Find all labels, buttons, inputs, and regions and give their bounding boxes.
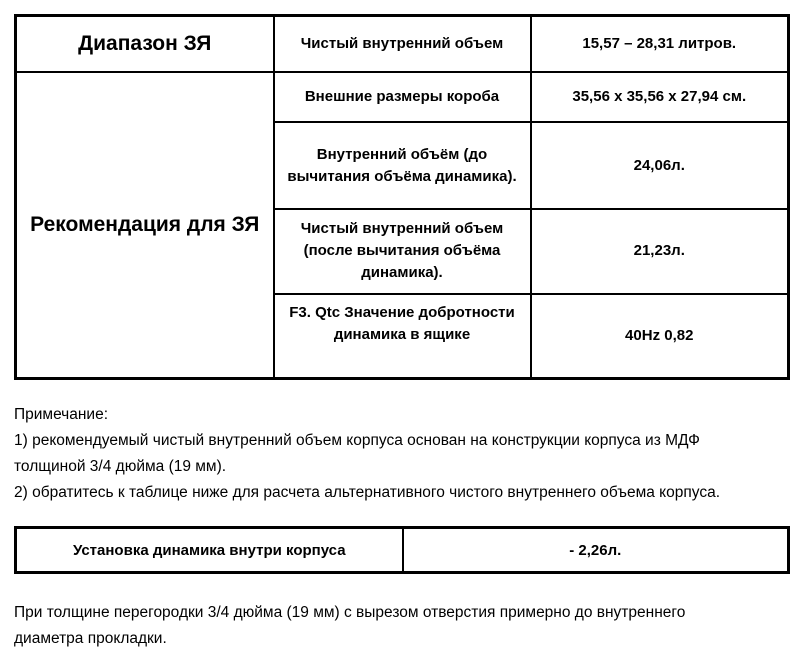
notes-block [14,402,794,506]
range-label: Диапазон ЗЯ [16,16,274,72]
param-cell: Внутренний объём (до вычитания объёма динамика). [274,122,531,209]
installation-label: Установка динамика внутри корпуса [16,528,403,573]
value-cell: 35,56 x 35,56 x 27,94 см. [531,72,789,122]
installation-table [14,526,790,574]
footer-line-1: При толщине перегородки 3/4 дюйма (19 мм) с вырезом отверстия примерно до внутреннего [14,604,686,621]
param-cell: F3. Qtc Значение добротности динамика в ящике [274,294,531,379]
specs-table [14,14,790,380]
value-cell: 24,06л. [531,122,789,209]
param-cell: Чистый внутренний объем (после вычитания объёма динамика). [274,209,531,294]
param-cell: Чистый внутренний объем [274,16,531,72]
param-cell: Внешние размеры короба [274,72,531,122]
footer-note [14,600,794,652]
recommend-label: Рекомендация для ЗЯ [16,72,274,379]
value-cell: 21,23л. [531,209,789,294]
value-cell: 15,57 – 28,31 литров. [531,16,789,72]
note-1-line-1: 1) рекомендуемый чистый внутренний объем корпуса основан на конструкции корпуса из МДФ [14,432,700,449]
value-cell: 40Hz 0,82 [531,294,789,379]
note-1-line-2: толщиной 3/4 дюйма (19 мм). [14,458,227,475]
installation-value: - 2,26л. [403,528,789,573]
notes-title: Примечание: [14,406,109,423]
footer-line-2: диаметра прокладки. [14,630,167,647]
note-2: 2) обратитесь к таблице ниже для расчета альтернативного чистого внутреннего объема корпуса. [14,484,721,501]
